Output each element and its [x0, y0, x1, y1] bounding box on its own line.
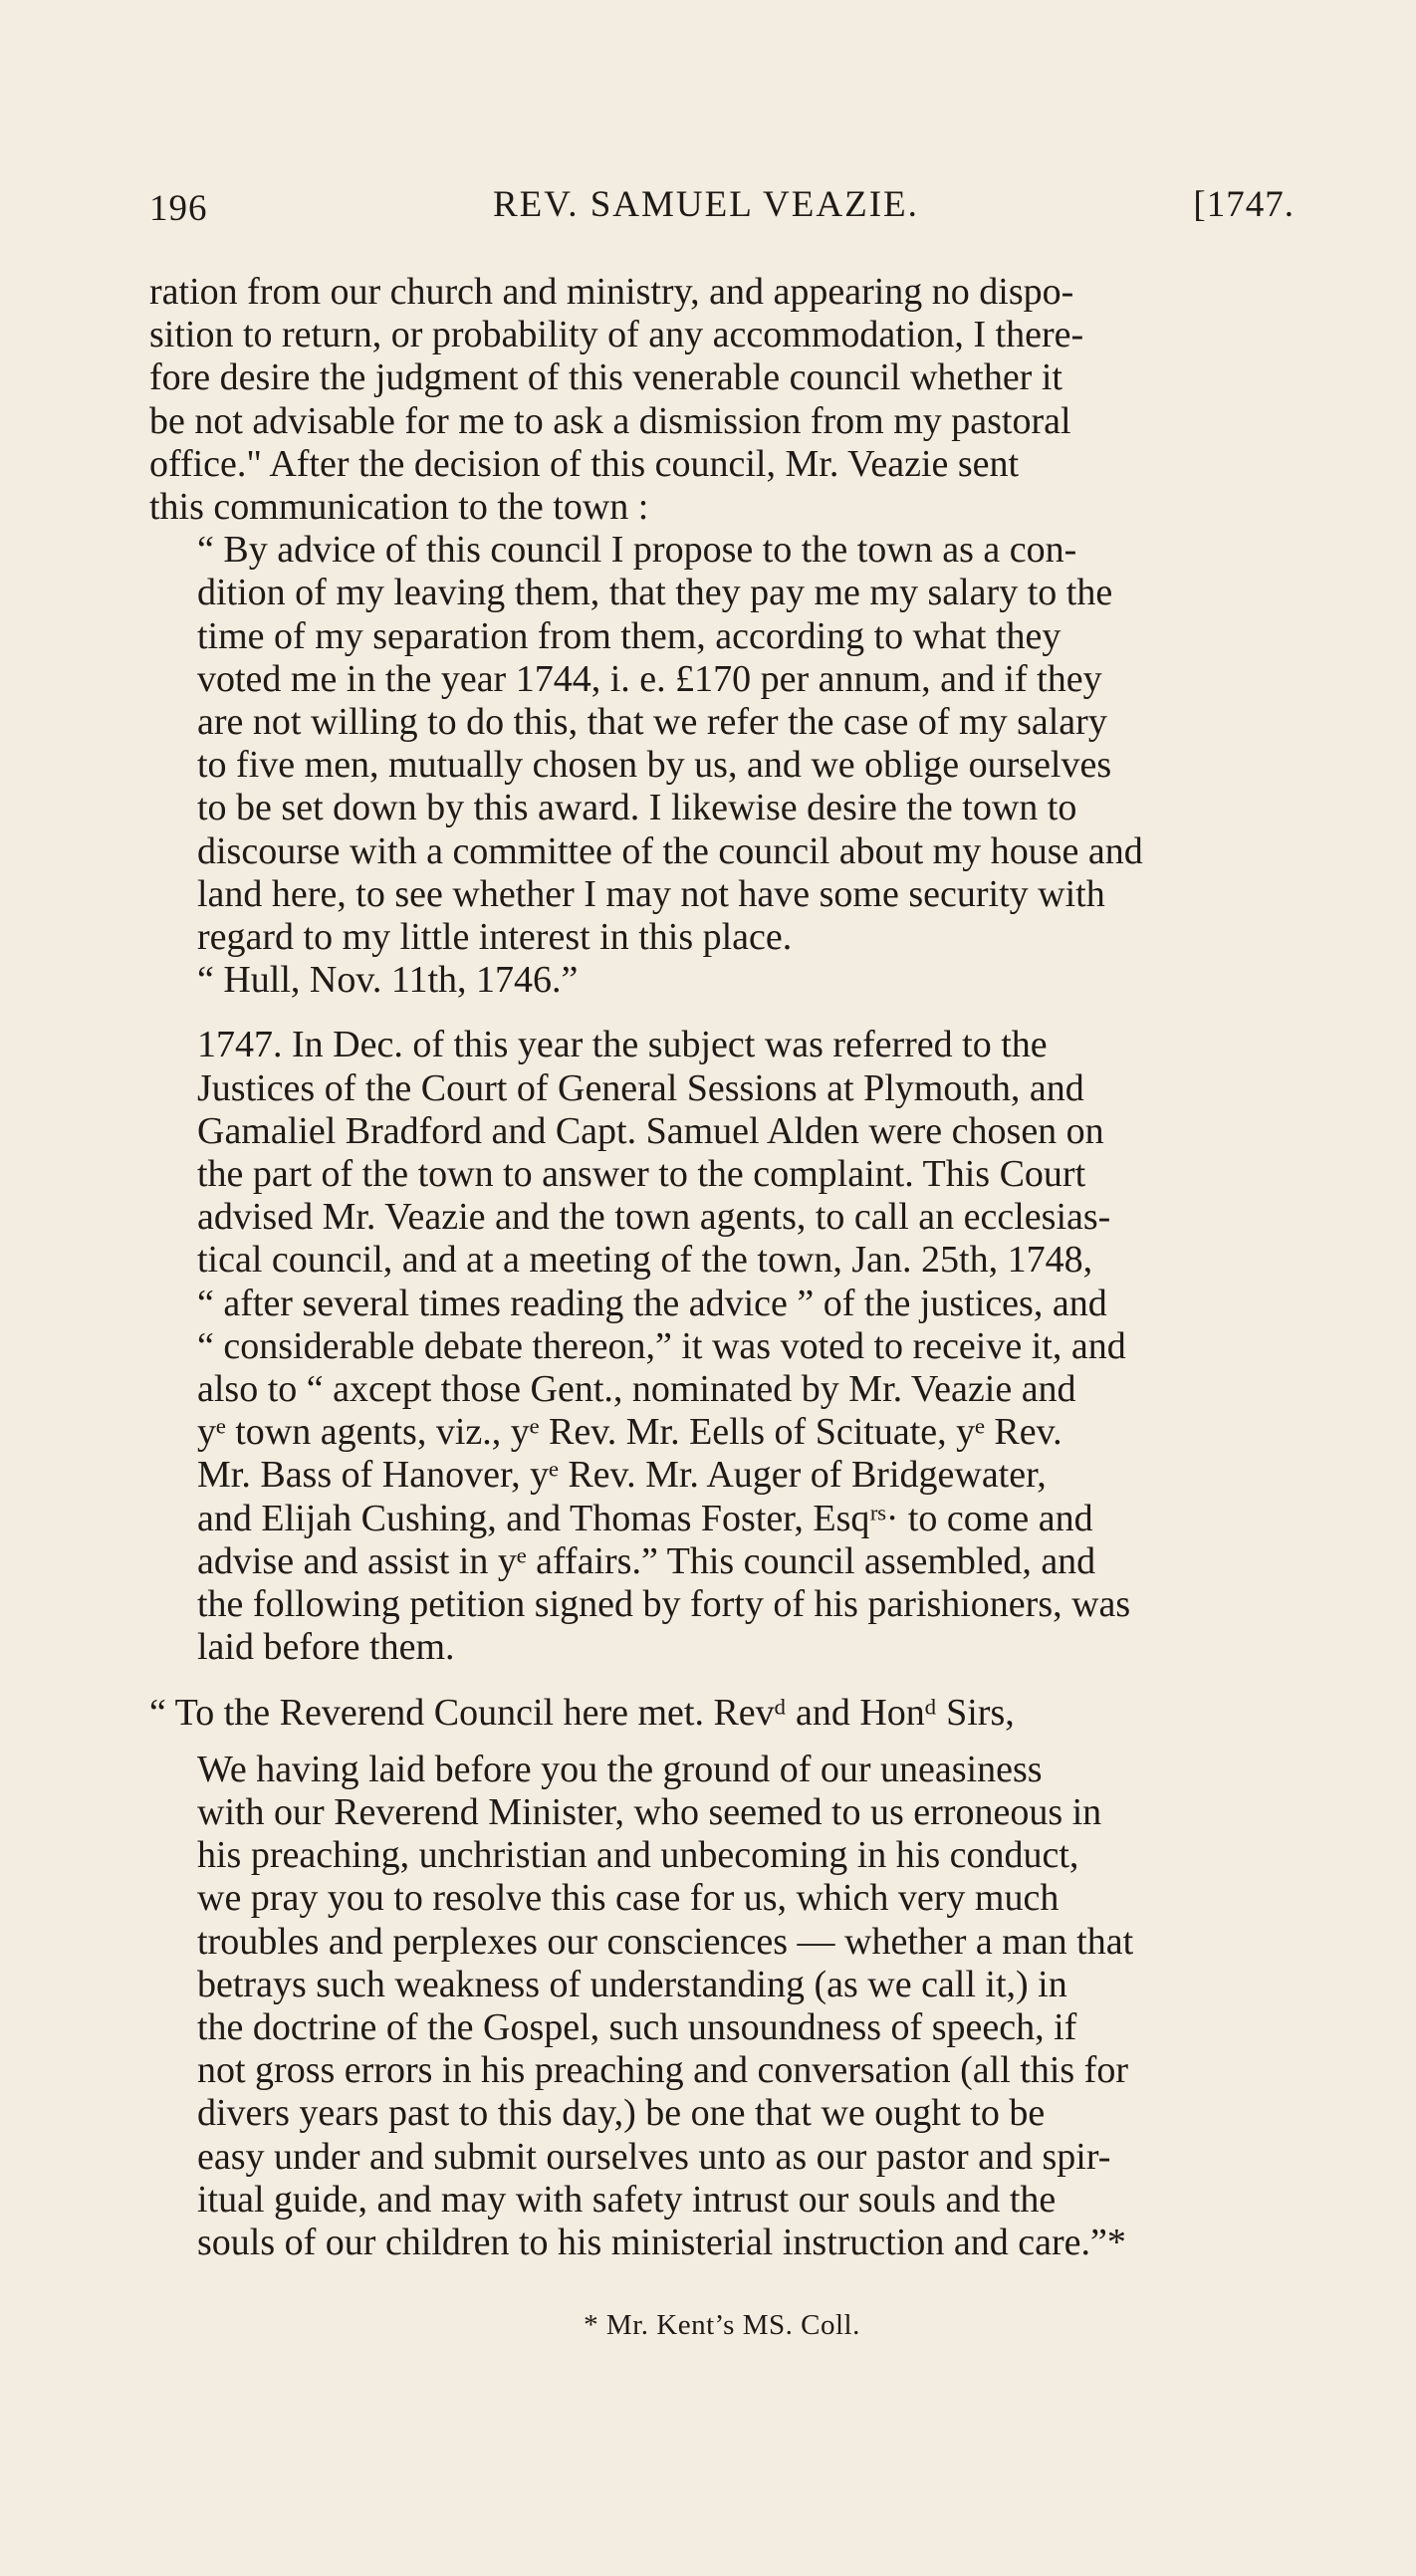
text-line: the part of the town to answer to the complaint. This Court [197, 1153, 1086, 1196]
running-title: REV. SAMUEL VEAZIE. [493, 184, 919, 225]
text-line: this communication to the town : [149, 486, 649, 529]
text-line: divers years past to this day,) be one that we ought to be [197, 2092, 1046, 2135]
text-line: with our Reverend Minister, who seemed to us erroneous in [197, 1790, 1102, 1833]
text-line: “ By advice of this council I propose to the town as a con- [197, 529, 1077, 572]
text-line: “ To the Reverend Council here met. Revᵈ and Honᵈ Sirs, [149, 1691, 1015, 1734]
footnote: * Mr. Kent’s MS. Coll. [584, 2309, 860, 2342]
text-line: voted me in the year 1744, i. e. £170 per annum, and if they [197, 657, 1102, 700]
paragraph-letter-end [149, 271, 1295, 529]
text-line: fore desire the judgment of this venerable council whether it [149, 356, 1062, 399]
text-line: land here, to see whether I may not have some security with [197, 872, 1105, 915]
text-line: laid before them. [197, 1626, 455, 1669]
text-line: souls of our children to his ministerial instruction and care.”* [197, 2221, 1126, 2263]
text-line: and Elijah Cushing, and Thomas Foster, Esqʳˢ· to come and [197, 1497, 1093, 1539]
text-line: advise and assist in yᵉ affairs.” This council assembled, and [197, 1539, 1096, 1582]
text-line: easy under and submit ourselves unto as our pastor and spir- [197, 2135, 1111, 2178]
paragraph-dateline [149, 959, 1295, 1002]
text-line: discourse with a committee of the council about my house and [197, 829, 1143, 872]
page-number: 196 [149, 188, 208, 229]
text-line: dition of my leaving them, that they pay me my salary to the [197, 572, 1113, 614]
text-line: Gamaliel Bradford and Capt. Samuel Alden were chosen on [197, 1109, 1104, 1152]
book-page [149, 169, 1295, 2347]
text-line: time of my separation from them, according to what they [197, 614, 1062, 657]
text-line: betrays such weakness of understanding (as we call it,) in [197, 1963, 1067, 2005]
text-line: we pray you to resolve this case for us, which very much [197, 1877, 1060, 1920]
text-line: to be set down by this award. I likewise desire the town to [197, 787, 1077, 829]
text-line: the following petition signed by forty of his parishioners, was [197, 1583, 1131, 1626]
text-line: sition to return, or probability of any accommodation, I there- [149, 314, 1084, 356]
text-line: office." After the decision of this council, Mr. Veazie sent [149, 442, 1020, 485]
text-line: tical council, and at a meeting of the town, Jan. 25th, 1748, [197, 1239, 1093, 1282]
text-line: yᵉ town agents, viz., yᵉ Rev. Mr. Eells of Scituate, yᵉ Rev. [197, 1411, 1062, 1454]
paragraph-petition [149, 1749, 1295, 2264]
text-line: Justices of the Court of General Sessions at Plymouth, and [197, 1066, 1084, 1109]
running-header [149, 169, 1295, 229]
text-line: We having laid before you the ground of our uneasiness [197, 1748, 1043, 1790]
text-line: be not advisable for me to ask a dismission from my pastoral [149, 399, 1071, 442]
text-line: 1747. In Dec. of this year the subject was referred to the [197, 1024, 1048, 1066]
text-line: troubles and perplexes our consciences — whether a man that [197, 1920, 1134, 1963]
text-line: the doctrine of the Gospel, such unsoundness of speech, if [197, 2005, 1077, 2048]
body-text [149, 271, 1295, 2347]
text-line: Mr. Bass of Hanover, yᵉ Rev. Mr. Auger of Bridgewater, [197, 1454, 1047, 1497]
paragraph-proposal [149, 529, 1295, 959]
text-line: “ considerable debate thereon,” it was voted to receive it, and [197, 1324, 1126, 1367]
text-line: “ after several times reading the advice ” of the justices, and [197, 1282, 1107, 1324]
paragraph-petition-salutation [149, 1692, 1295, 1735]
text-line: are not willing to do this, that we refer the case of my salary [197, 701, 1107, 744]
text-line: his preaching, unchristian and unbecoming in his conduct, [197, 1834, 1079, 1877]
text-line: not gross errors in his preaching and conversation (all this for [197, 2049, 1128, 2092]
text-line: advised Mr. Veazie and the town agents, to call an ecclesias- [197, 1196, 1111, 1239]
text-line: itual guide, and may with safety intrust our souls and the [197, 2178, 1057, 2221]
text-line: regard to my little interest in this place. [197, 916, 793, 959]
text-line: ration from our church and ministry, and appearing no dispo- [149, 271, 1074, 313]
paragraph-1747 [149, 1024, 1295, 1669]
text-line: also to “ axcept those Gent., nominated by Mr. Veazie and [197, 1368, 1076, 1411]
text-line: “ Hull, Nov. 11th, 1746.” [197, 959, 579, 1002]
running-year: [1747. [1193, 184, 1295, 225]
text-line: to five men, mutually chosen by us, and we oblige ourselves [197, 744, 1112, 787]
